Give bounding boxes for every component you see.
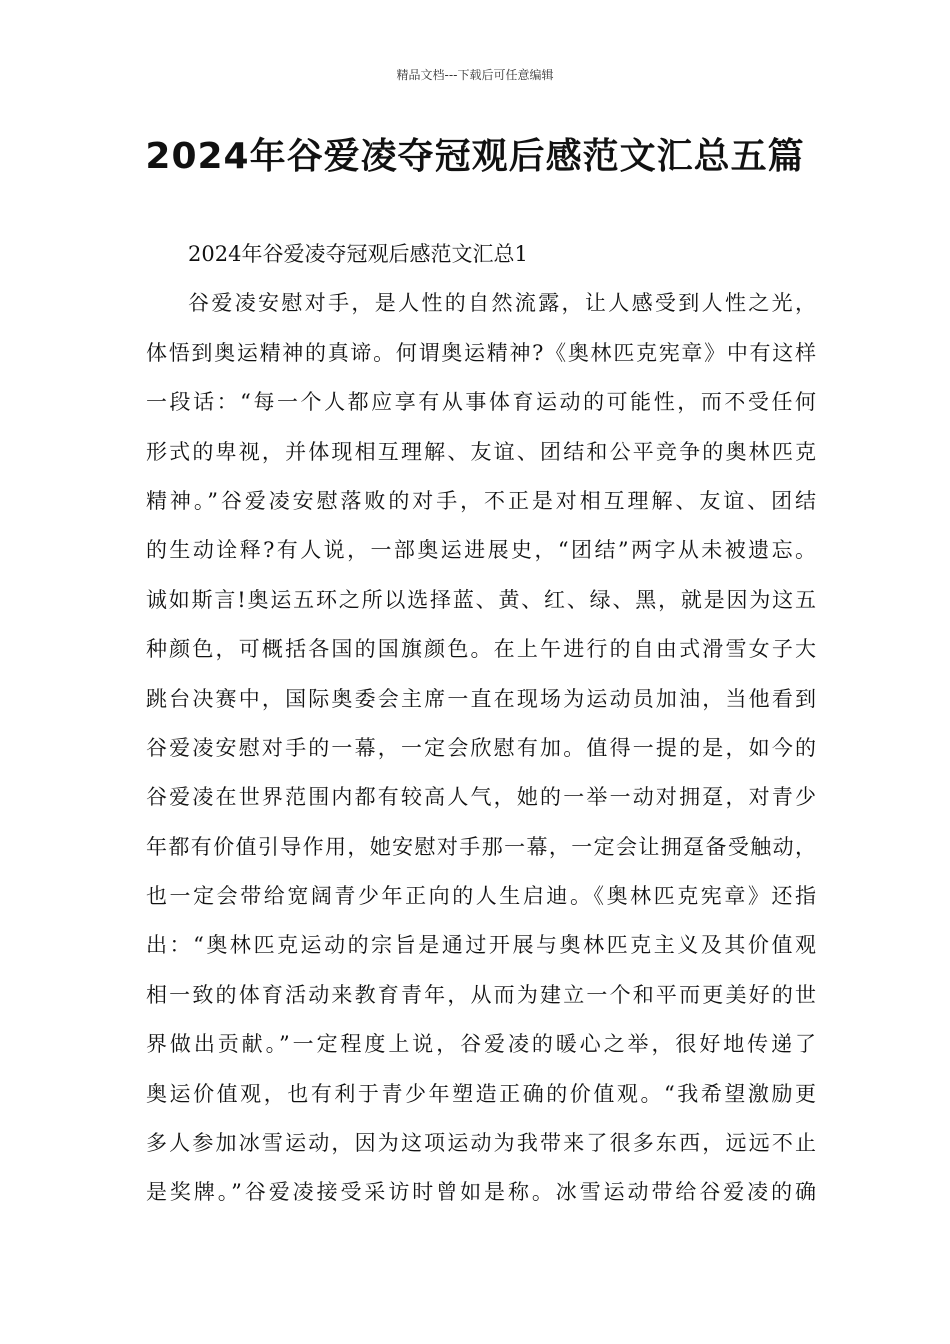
paragraph-line: 跳台决赛中，国际奥委会主席一直在现场为运动员加油，当他看到 — [146, 686, 816, 711]
paragraph-line: 谷爱凌安慰对手的一幕，一定会欣慰有加。值得一提的是，如今的 — [146, 735, 816, 760]
paragraph-line: 种颜色，可概括各国的国旗颜色。在上午进行的自由式滑雪女子大 — [146, 637, 816, 662]
paragraph-line: 诚如斯言!奥运五环之所以选择蓝、黄、红、绿、黑，就是因为这五 — [146, 587, 816, 612]
paragraph-line: 相一致的体育活动来教育青年，从而为建立一个和平而更美好的世 — [146, 982, 816, 1007]
paragraph-line: 形式的卑视，并体现相互理解、友谊、团结和公平竞争的奥林匹克 — [146, 439, 816, 464]
header-note: 精品文档---下载后可任意编辑 — [396, 68, 554, 82]
paragraph-line: 多人参加冰雪运动，因为这项运动为我带来了很多东西，远远不止 — [146, 1131, 816, 1156]
section-heading: 2024年谷爱凌夺冠观后感范文汇总1 — [188, 242, 528, 266]
document-body — [146, 230, 816, 1218]
paragraph-line: 谷爱凌在世界范围内都有较高人气，她的一举一动对拥趸，对青少 — [146, 785, 816, 810]
paragraph-line: 界做出贡献。”一定程度上说，谷爱凌的暖心之举，很好地传递了 — [146, 1032, 816, 1057]
paragraph-line: 年都有价值引导作用，她安慰对手那一幕，一定会让拥趸备受触动， — [146, 834, 816, 859]
paragraph-line: 谷爱凌安慰对手，是人性的自然流露，让人感受到人性之光， — [188, 291, 816, 316]
paragraph-line: 一段话：“每一个人都应享有从事体育运动的可能性，而不受任何 — [146, 390, 816, 415]
paragraph-line: 精神。”谷爱凌安慰落败的对手，不正是对相互理解、友谊、团结 — [146, 488, 816, 513]
paragraph-line: 奥运价值观，也有利于青少年塑造正确的价值观。“我希望激励更 — [146, 1081, 816, 1106]
paragraph-line: 也一定会带给宽阔青少年正向的人生启迪。《奥林匹克宪章》还指 — [146, 884, 816, 909]
paragraph-line: 的生动诠释?有人说，一部奥运进展史，“团结”两字从未被遗忘。 — [146, 538, 816, 563]
paragraph-line: 出：“奥林匹克运动的宗旨是通过开展与奥林匹克主义及其价值观 — [146, 933, 816, 958]
paragraph-line: 是奖牌。”谷爱凌接受采访时曾如是称。冰雪运动带给谷爱凌的确 — [146, 1180, 816, 1205]
paragraph-line: 体悟到奥运精神的真谛。何谓奥运精神?《奥林匹克宪章》中有这样 — [146, 340, 816, 365]
document-title: 2024年谷爱凌夺冠观后感范文汇总五篇 — [145, 136, 805, 177]
